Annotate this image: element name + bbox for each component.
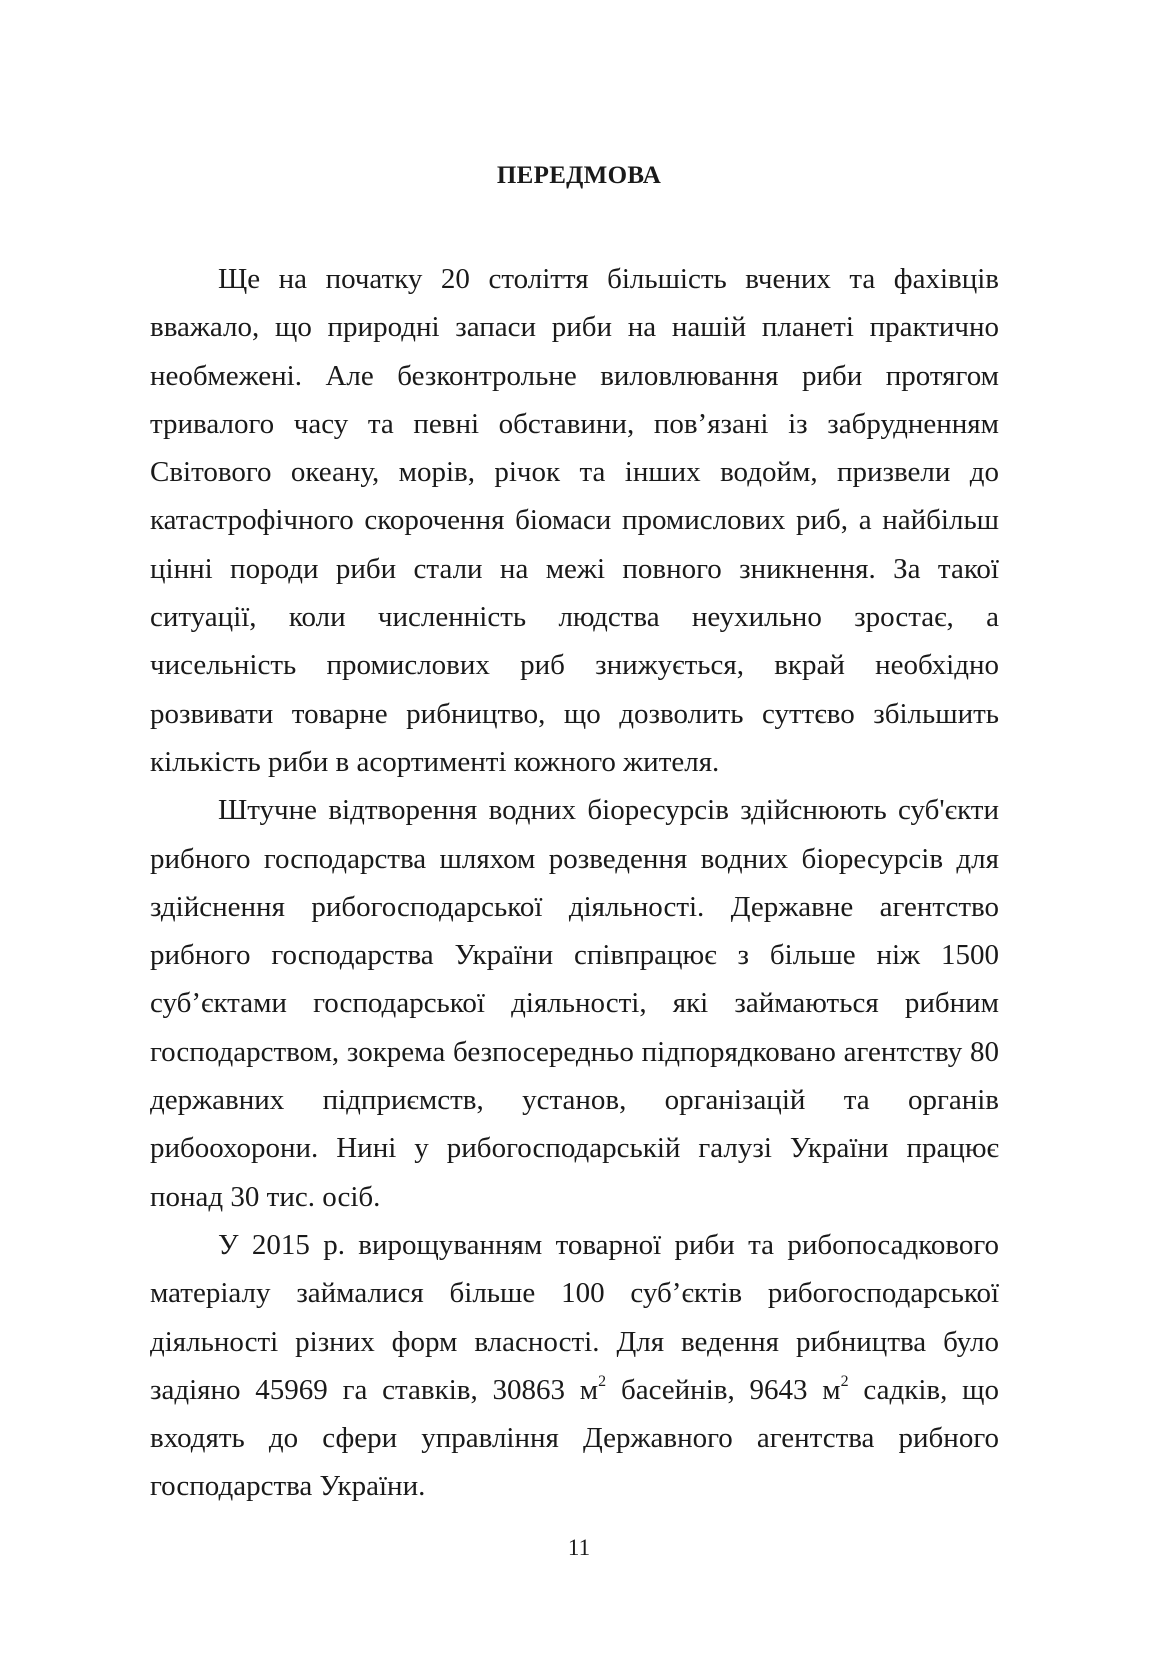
- paragraph-3-text-3: садків, що входять до сфери управління Державного агентства рибного господарства України.: [150, 1373, 999, 1503]
- body-text: [150, 255, 999, 1511]
- paragraph-2: Штучне відтворення водних біоресурсів здійснюють суб'єкти рибного господарства шляхом розведення водних біоресурсів для здійснення рибогосподарської діяльності. Державне агентство рибного господарства України співпрацює з більше ніж 1500 суб’єктами господарської діяльності, які займаються рибним господарством, зокрема безпосередньо підпорядковано агентству 80 державних підприємств, установ, організацій та органів рибоохорони. Нині у рибогосподарській галузі України працює понад 30 тис. осіб.: [150, 794, 999, 1213]
- paragraph-3-text-2: басейнів, 9643 м: [606, 1373, 841, 1406]
- paragraph-1: Ще на початку 20 століття більшість вчених та фахівців вважало, що природні запаси риби на нашій планеті практично необмежені. Але безконтрольне виловлювання риби протягом тривалого часу та певні обставини, пов’язані із забрудненням Світового океану, морів, річок та інших водойм, призвели до катастрофічного скорочення біомаси промислових риб, а найбільш цінні породи риби стали на межі повного зникнення. За такої ситуації, коли численність людства неухильно зростає, а чисельність промислових риб знижується, вкрай необхідно розвивати товарне рибництво, що дозволить суттєво збільшить кількість риби в асортименті кожного жителя.: [150, 263, 999, 778]
- page-number: 11: [567, 1535, 591, 1560]
- page-title: ПЕРЕДМОВА: [496, 162, 662, 189]
- paragraph-3: [150, 1221, 999, 1511]
- superscript-squared: 2: [840, 1372, 849, 1390]
- paragraph-3-text-1: У 2015 р. вирощуванням товарної риби та рибопосадкового матеріалу займалися більше 100 суб’єктів рибогосподарської діяльності різних форм власності. Для ведення рибництва було задіяно 45969 га ставків, 30863 м: [150, 1228, 999, 1406]
- superscript-squared: 2: [598, 1372, 607, 1390]
